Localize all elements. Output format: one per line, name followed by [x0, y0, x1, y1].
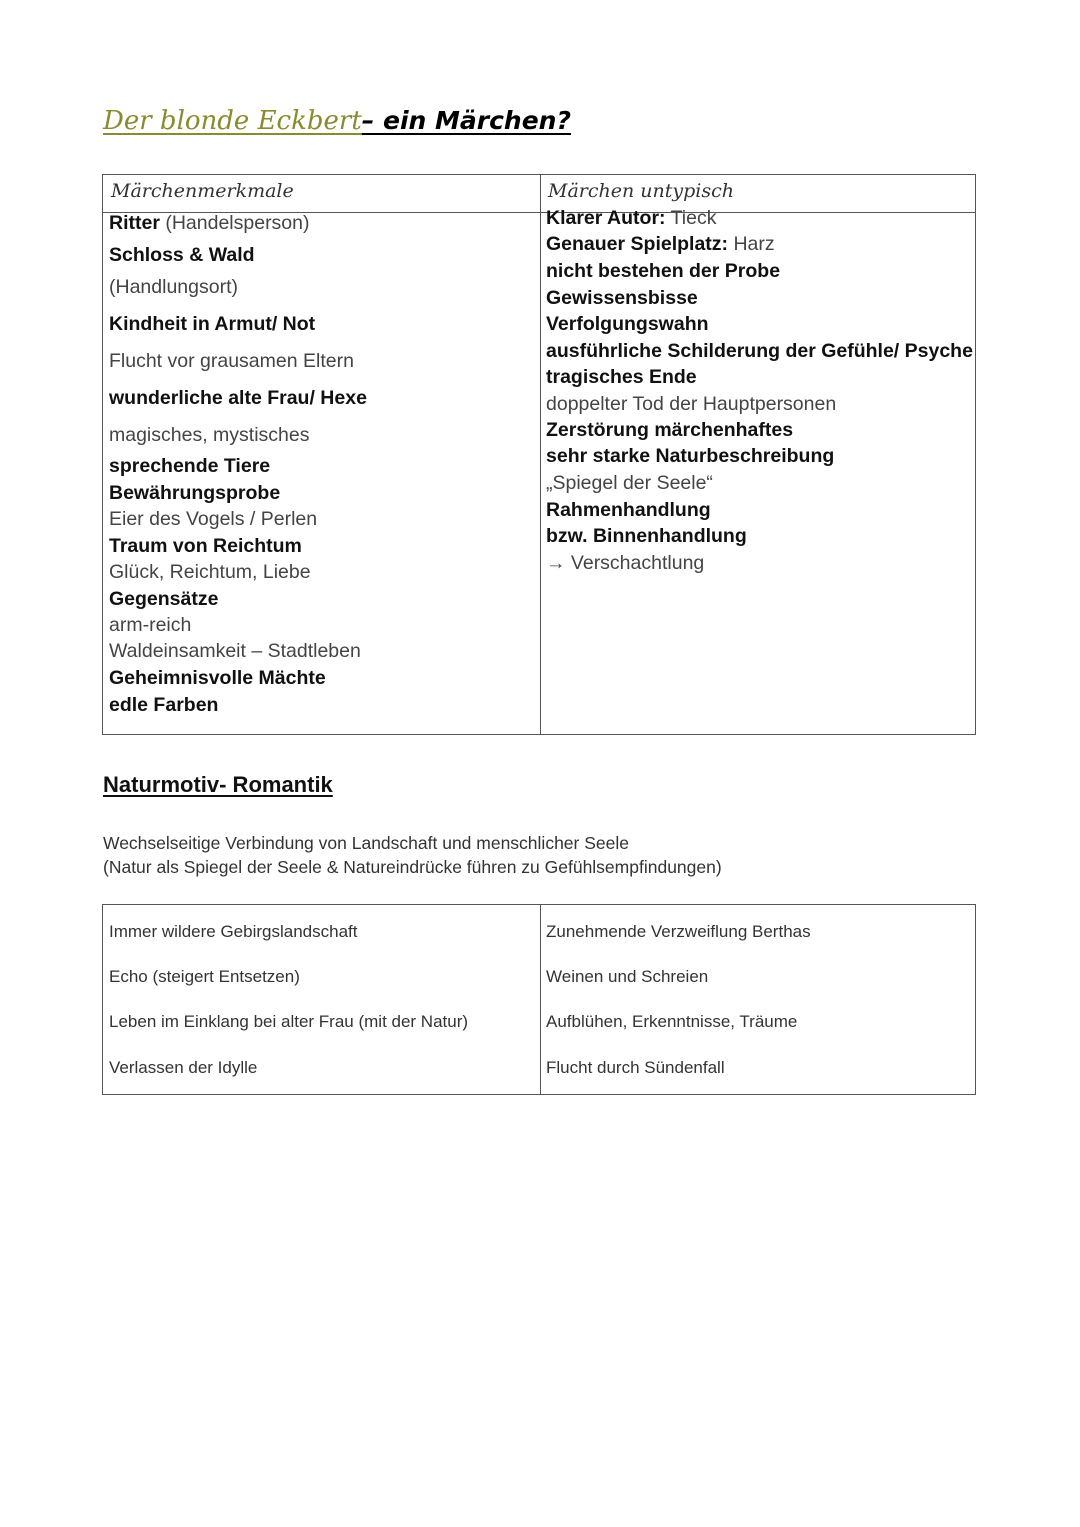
left-item-keyword: Bewährungsprobe	[109, 482, 281, 504]
right-item-keyword: Genauer Spielplatz:	[546, 233, 729, 255]
column-divider	[540, 905, 541, 1094]
left-item-text: Eier des Vogels / Perlen	[109, 508, 318, 530]
left-item	[109, 387, 367, 410]
left-item-text: (Handelsperson)	[159, 212, 310, 234]
left-item-text: Waldeinsamkeit – Stadtleben	[109, 640, 361, 662]
left-item	[109, 482, 280, 505]
section-paragraph-line-1: Wechselseitige Verbindung von Landschaft und menschlicher Seele	[103, 833, 629, 853]
right-item	[546, 445, 834, 468]
right-item-keyword: sehr starke Naturbeschreibung	[546, 445, 835, 467]
right-item-keyword: Zerstörung märchenhaftes	[546, 419, 794, 441]
right-item-keyword: Verfolgungswahn	[546, 313, 709, 335]
right-item	[546, 207, 716, 230]
left-item-keyword: Gegensätze	[109, 588, 219, 610]
left-item-keyword: Geheimnisvolle Mächte	[109, 667, 326, 689]
right-item	[546, 287, 698, 310]
left-item-text: (Handlungsort)	[109, 276, 238, 298]
left-item	[109, 276, 238, 299]
title-part-1: Der blonde Eckbert	[103, 106, 362, 136]
left-item	[109, 561, 311, 584]
left-item-text: Flucht vor grausamen Eltern	[109, 350, 354, 372]
right-item	[546, 499, 711, 522]
header-maerchenmerkmale: Märchenmerkmale	[111, 180, 294, 202]
left-item-keyword: sprechende Tiere	[109, 455, 271, 477]
right-item-keyword: nicht bestehen der Probe	[546, 260, 781, 282]
right-item	[546, 340, 973, 363]
right-item	[546, 366, 697, 389]
header-maerchen-untypisch: Märchen untypisch	[548, 180, 734, 202]
emotion-cell: Zunehmende Verzweiflung Berthas	[546, 922, 811, 941]
left-item-keyword: Ritter	[109, 212, 160, 234]
right-item	[546, 260, 780, 283]
right-item	[546, 393, 836, 416]
left-item	[109, 694, 218, 717]
right-item	[546, 525, 747, 548]
left-item	[109, 614, 191, 637]
landscape-cell: Echo (steigert Entsetzen)	[109, 967, 300, 986]
right-item-text: „Spiegel der Seele“	[546, 472, 713, 494]
section-paragraph-line-2: (Natur als Spiegel der Seele & Natureindrücke führen zu Gefühlsempfindungen)	[103, 857, 722, 877]
left-item	[109, 640, 361, 663]
left-item	[109, 535, 302, 558]
left-item-keyword: edle Farben	[109, 694, 219, 716]
left-item-text: arm-reich	[109, 614, 192, 636]
left-item	[109, 588, 218, 611]
right-item-keyword: Rahmenhandlung	[546, 499, 711, 521]
left-item-keyword: Traum von Reichtum	[109, 535, 302, 557]
left-item	[109, 455, 270, 478]
right-item	[546, 419, 793, 442]
right-item-keyword: tragisches Ende	[546, 366, 697, 388]
left-item	[109, 667, 326, 690]
landscape-cell: Verlassen der Idylle	[109, 1058, 258, 1077]
left-item-keyword: Kindheit in Armut/ Not	[109, 313, 316, 335]
emotion-cell: Flucht durch Sündenfall	[546, 1058, 725, 1077]
landscape-cell: Immer wildere Gebirgslandschaft	[109, 922, 358, 941]
right-item-keyword: bzw. Binnenhandlung	[546, 525, 747, 547]
left-item	[109, 350, 354, 373]
right-item-text: doppelter Tod der Hauptpersonen	[546, 393, 837, 415]
emotion-cell: Weinen und Schreien	[546, 967, 709, 986]
column-divider	[540, 175, 541, 734]
right-item	[546, 472, 713, 495]
left-item-keyword: Schloss & Wald	[109, 244, 255, 266]
right-item	[546, 552, 704, 575]
naturmotiv-table	[102, 904, 976, 1095]
left-item	[109, 212, 310, 235]
landscape-cell: Leben im Einklang bei alter Frau (mit der Natur)	[109, 1012, 469, 1031]
page-title	[103, 100, 571, 141]
right-item-text: Harz	[728, 233, 775, 255]
right-item	[546, 233, 775, 256]
right-item-keyword: Gewissensbisse	[546, 287, 698, 309]
title-part-2: – ein Märchen?	[361, 106, 571, 135]
left-item	[109, 508, 317, 531]
right-item	[546, 313, 709, 336]
left-item	[109, 424, 309, 447]
left-item-text: magisches, mystisches	[109, 424, 310, 446]
left-item-text: Glück, Reichtum, Liebe	[109, 561, 311, 583]
left-item-keyword: wunderliche alte Frau/ Hexe	[109, 387, 367, 409]
right-item-text: → Verschachtlung	[546, 552, 705, 574]
maerchen-table	[102, 174, 976, 735]
left-item	[109, 244, 255, 267]
left-item	[109, 313, 315, 336]
right-item-keyword: Klarer Autor:	[546, 207, 666, 229]
right-item-text: Tieck	[665, 207, 717, 229]
section-title-naturmotiv: Naturmotiv- Romantik	[103, 772, 333, 797]
right-item-keyword: ausführliche Schilderung der Gefühle/ Psyche	[546, 340, 973, 362]
emotion-cell: Aufblühen, Erkenntnisse, Träume	[546, 1012, 798, 1031]
